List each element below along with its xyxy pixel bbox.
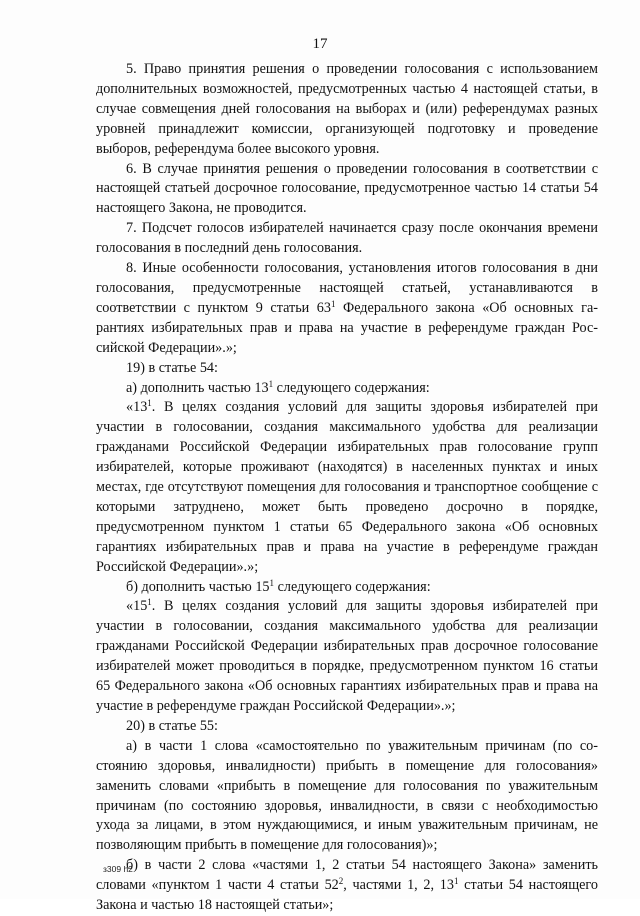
paragraph <box>96 398 598 577</box>
document-body <box>96 60 598 916</box>
document-code: з309 h2 <box>103 864 133 874</box>
paragraph-text: следующего содержания: <box>273 379 430 396</box>
paragraph-text: следующего содержания: <box>274 578 431 595</box>
paragraph <box>96 359 598 379</box>
paragraph-text: . В целях создания условий для защиты здоровья избирателей при участии в голосовании, создания максимального удобства для реализации гражданами Российской Федерации избирательных прав досрочное голосование избирателей может проводиться в порядке, предусмотренном пунктом 16 статьи 65 Федерального закона «Об основных гарантиях избирательных прав и права на участие в референдуме граждан Российской Федерации».»; <box>96 598 598 714</box>
paragraph <box>96 160 598 220</box>
superscript-index: 1 <box>147 398 152 409</box>
paragraph-text: Федерального закона «Об основных гарантиях избирательных прав и права на участие в референдуме граждан Российской Федерации».»; <box>96 299 598 356</box>
superscript-index: 1 <box>147 597 152 608</box>
paragraph-text: 5. Право принятия решения о проведении голосования с использованием дополнительных возможностей, предусмотренных частью 4 настоящей статьи, в случае совмещения дней голосования на выборах и (или) референдумах разных уровней принадлежит комиссии, организующей подготовку и проведение выборов, референдума более высокого уровня. <box>96 61 598 157</box>
paragraph <box>96 597 598 716</box>
superscript-index: 1 <box>330 298 336 309</box>
superscript-index: 1 <box>268 378 274 389</box>
paragraph-text: а) дополнить частью 13 <box>126 379 269 396</box>
paragraph-text: 19) в статье 54: <box>126 359 218 376</box>
superscript-index: 1 <box>269 577 275 588</box>
superscript-index: 2 <box>338 876 344 887</box>
paragraph <box>96 856 598 916</box>
paragraph <box>96 737 598 856</box>
page-number: 17 <box>312 36 328 52</box>
paragraph-text: б) дополнить частью 15 <box>126 578 270 595</box>
paragraph-text: , частями 1, 2, 13 <box>343 877 454 894</box>
paragraph-text: 20) в статье 55: <box>126 717 218 734</box>
paragraph-text: . В целях создания условий для защиты здоровья избирателей при участии в голосовании, создания максимального удобства для реализации гражданами Российской Федерации избирательных прав голосование групп избирателей, которые проживают (находятся) в населенных пунктах и иных местах, где отсутствуют помещения для голосования и транспортное сообщение с которыми затруднено, может быть проведено досрочно в порядке, предусмотренном пунктом 1 статьи 65 Федерального закона «Об основных гарантиях избирательных прав и права на участие в референдуме граждан Российской Федерации».»; <box>96 399 598 575</box>
paragraph-text: 8. Иные особенности голосования, установления итогов голосования в дни голосования, предусмотренные настоящей статьей, устанавливаются в соответствии с пунктом 9 статьи 63 <box>96 260 598 316</box>
paragraph <box>96 60 598 160</box>
superscript-index: 1 <box>453 876 459 887</box>
paragraph-text: 7. Подсчет голосов избирателей начинается сразу после окончания времени голосования в последний день голосования. <box>96 220 598 257</box>
paragraph-text: б) в части 2 слова «частями 1, 2 статьи 54 настоящего Закона» заменить словами «пунктом 1 части 4 статьи 52 <box>96 857 598 894</box>
paragraph <box>96 259 598 359</box>
paragraph <box>96 219 598 259</box>
paragraph-text: «13 <box>126 399 148 416</box>
paragraph-text: а) в части 1 слова «самостоятельно по уважительным причинам (по состоянию здоровья, инвалидности) прибыть в помещение для голосования» заменить словами «прибыть в помещение для голосования по уважительным причинам (по состоянию здоровья, инвалидности, в связи с необходимостью ухода за лицами, в этом нуждающимися, и иным уважительным причинам, не позволяющим прибыть в помещение для голосования)»; <box>96 737 598 854</box>
paragraph-text: 6. В случае принятия решения о проведении голосования в соответствии с настоящей статьей досрочное голосование, предусмотренное частью 14 статьи 54 настоящего Закона, не проводится. <box>96 160 598 217</box>
paragraph <box>96 379 598 399</box>
paragraph-text: статьи 54 настоящего Закона и частью 18 настоящей статьи»; <box>96 877 598 914</box>
paragraph <box>96 578 598 598</box>
paragraph-text: «15 <box>126 598 148 615</box>
paragraph <box>96 717 598 737</box>
